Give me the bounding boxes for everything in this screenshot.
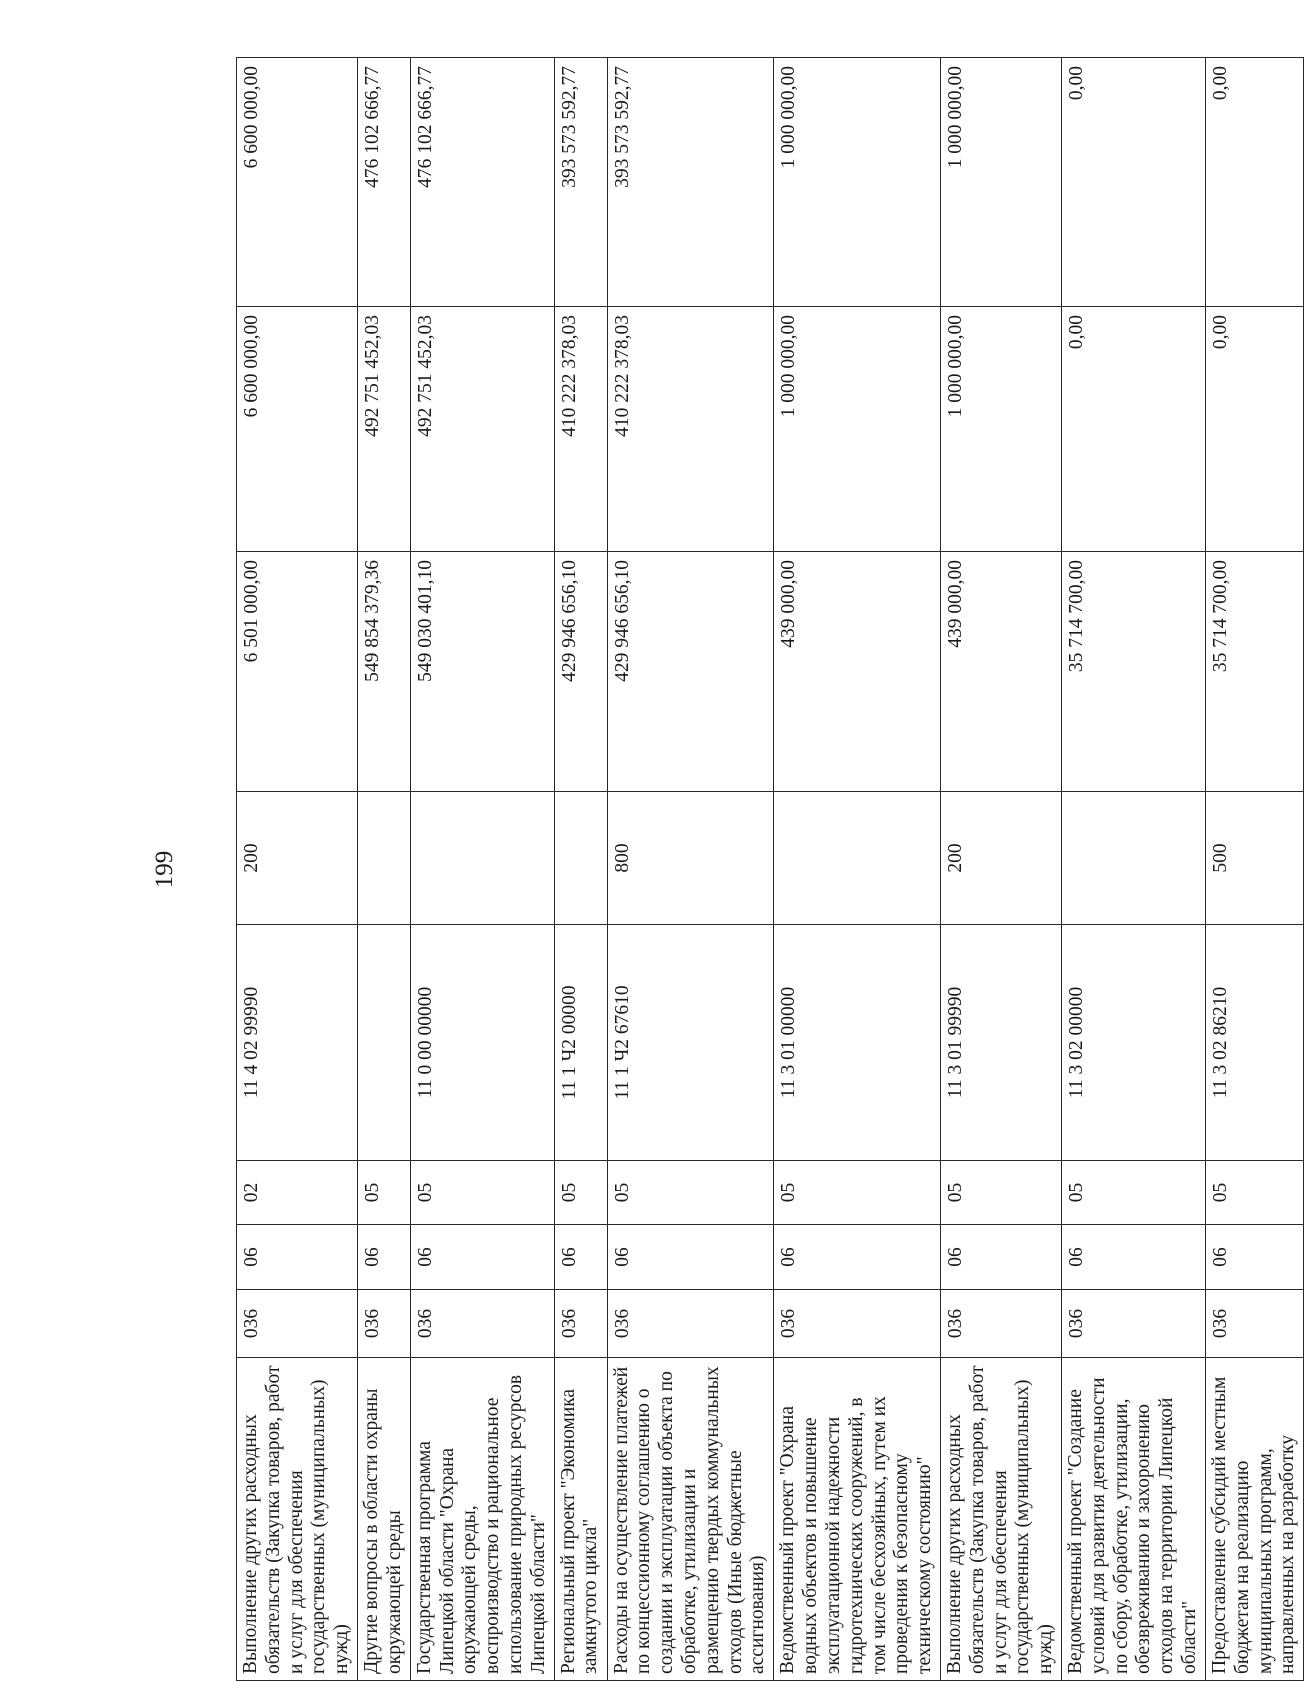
expense-type-cell — [554, 792, 607, 925]
amount-3-cell: 1 000 000,00 — [774, 58, 941, 307]
description-cell: Выполнение других расходных обязательств (Закупка товаров, работ и услуг для обеспечения государственных (муниципальных) нужд) — [940, 1358, 1061, 1681]
section-code-cell: 06 — [1205, 1225, 1303, 1290]
subsection-code-cell: 05 — [358, 1161, 411, 1225]
expense-type-cell — [1062, 792, 1206, 925]
amount-2-cell: 492 751 452,03 — [358, 307, 411, 552]
table-row — [358, 58, 411, 1681]
table-row — [410, 58, 554, 1681]
section-code-cell: 06 — [410, 1225, 554, 1290]
subsection-code-cell: 05 — [607, 1161, 774, 1225]
subsection-code-cell: 05 — [940, 1161, 1061, 1225]
ministry-code-cell: 036 — [554, 1290, 607, 1358]
expense-type-cell — [358, 792, 411, 925]
section-code-cell: 06 — [554, 1225, 607, 1290]
amount-2-cell: 6 600 000,00 — [237, 307, 358, 552]
description-cell: Государственная программа Липецкой области "Охрана окружающей среды, воспроизводство и рациональное использование природных ресурсов Липецкой области" — [410, 1358, 554, 1681]
table-body — [237, 58, 1304, 1681]
description-cell: Региональный проект "Экономика замкнутого цикла" — [554, 1358, 607, 1681]
amount-3-cell: 0,00 — [1205, 58, 1303, 307]
section-code-cell: 06 — [358, 1225, 411, 1290]
expense-type-cell — [410, 792, 554, 925]
section-code-cell: 06 — [607, 1225, 774, 1290]
amount-3-cell: 1 000 000,00 — [940, 58, 1061, 307]
section-code-cell: 06 — [774, 1225, 941, 1290]
target-article-cell — [358, 925, 411, 1161]
description-cell: Ведомственный проект "Охрана водных объектов и повышение эксплуатационной надежности гидротехнических сооружений, в том числе бесхозяйных, путем их проведения к безопасному техническому состоянию" — [774, 1358, 941, 1681]
amount-2-cell: 410 222 378,03 — [607, 307, 774, 552]
target-article-cell: 11 3 02 00000 — [1062, 925, 1206, 1161]
description-cell: Другие вопросы в области охраны окружающей среды — [358, 1358, 411, 1681]
amount-2-cell: 410 222 378,03 — [554, 307, 607, 552]
ministry-code-cell: 036 — [358, 1290, 411, 1358]
ministry-code-cell: 036 — [410, 1290, 554, 1358]
amount-3-cell: 6 600 000,00 — [237, 58, 358, 307]
description-cell: Выполнение других расходных обязательств (Закупка товаров, работ и услуг для обеспечения государственных (муниципальных) нужд) — [237, 1358, 358, 1681]
description-cell: Ведомственный проект "Создание условий для развития деятельности по сбору, обработке, утилизации, обезвреживанию и захоронению отходов на территории Липецкой области" — [1062, 1358, 1206, 1681]
amount-3-cell: 476 102 666,77 — [358, 58, 411, 307]
section-code-cell: 06 — [940, 1225, 1061, 1290]
amount-1-cell: 439 000,00 — [940, 552, 1061, 792]
amount-3-cell: 393 573 592,77 — [554, 58, 607, 307]
target-article-cell: 11 4 02 99990 — [237, 925, 358, 1161]
target-article-cell: 11 1 Ч2 67610 — [607, 925, 774, 1161]
subsection-code-cell: 05 — [410, 1161, 554, 1225]
table-row — [554, 58, 607, 1681]
expense-type-cell: 200 — [237, 792, 358, 925]
description-cell: Предоставление субсидий местным бюджетам на реализацию муниципальных программ, направленных на разработку — [1205, 1358, 1303, 1681]
amount-1-cell: 549 030 401,10 — [410, 552, 554, 792]
expense-type-cell: 800 — [607, 792, 774, 925]
expense-type-cell: 500 — [1205, 792, 1303, 925]
table-row — [1205, 58, 1303, 1681]
target-article-cell: 11 1 Ч2 00000 — [554, 925, 607, 1161]
amount-2-cell: 1 000 000,00 — [774, 307, 941, 552]
subsection-code-cell: 05 — [1062, 1161, 1206, 1225]
subsection-code-cell: 05 — [774, 1161, 941, 1225]
budget-table — [236, 57, 1304, 1681]
amount-2-cell: 492 751 452,03 — [410, 307, 554, 552]
ministry-code-cell: 036 — [1205, 1290, 1303, 1358]
target-article-cell: 11 3 01 00000 — [774, 925, 941, 1161]
target-article-cell: 11 0 00 00000 — [410, 925, 554, 1161]
subsection-code-cell: 02 — [237, 1161, 358, 1225]
amount-1-cell: 35 714 700,00 — [1062, 552, 1206, 792]
target-article-cell: 11 3 02 86210 — [1205, 925, 1303, 1161]
amount-1-cell: 549 854 379,36 — [358, 552, 411, 792]
amount-1-cell: 429 946 656,10 — [607, 552, 774, 792]
amount-2-cell: 0,00 — [1062, 307, 1206, 552]
table-row — [774, 58, 941, 1681]
amount-1-cell: 429 946 656,10 — [554, 552, 607, 792]
subsection-code-cell: 05 — [1205, 1161, 1303, 1225]
rotated-content — [143, 58, 1299, 1681]
target-article-cell: 11 3 01 99990 — [940, 925, 1061, 1161]
ministry-code-cell: 036 — [1062, 1290, 1206, 1358]
section-code-cell: 06 — [237, 1225, 358, 1290]
subsection-code-cell: 05 — [554, 1161, 607, 1225]
amount-3-cell: 476 102 666,77 — [410, 58, 554, 307]
amount-1-cell: 35 714 700,00 — [1205, 552, 1303, 792]
table-row — [1062, 58, 1206, 1681]
section-code-cell: 06 — [1062, 1225, 1206, 1290]
table-row — [940, 58, 1061, 1681]
ministry-code-cell: 036 — [774, 1290, 941, 1358]
amount-1-cell: 439 000,00 — [774, 552, 941, 792]
description-cell: Расходы на осуществление платежей по концессионному соглашению о создании и эксплуатации объекта по обработке, утилизации и размещению твердых коммунальных отходов (Иные бюджетные ассигнования) — [607, 1358, 774, 1681]
amount-2-cell: 1 000 000,00 — [940, 307, 1061, 552]
amount-1-cell: 6 501 000,00 — [237, 552, 358, 792]
ministry-code-cell: 036 — [237, 1290, 358, 1358]
page-number: 199 — [151, 850, 178, 889]
amount-3-cell: 393 573 592,77 — [607, 58, 774, 307]
expense-type-cell: 200 — [940, 792, 1061, 925]
ministry-code-cell: 036 — [607, 1290, 774, 1358]
amount-2-cell: 0,00 — [1205, 307, 1303, 552]
ministry-code-cell: 036 — [940, 1290, 1061, 1358]
amount-3-cell: 0,00 — [1062, 58, 1206, 307]
table-row — [607, 58, 774, 1681]
table-row — [237, 58, 358, 1681]
expense-type-cell — [774, 792, 941, 925]
